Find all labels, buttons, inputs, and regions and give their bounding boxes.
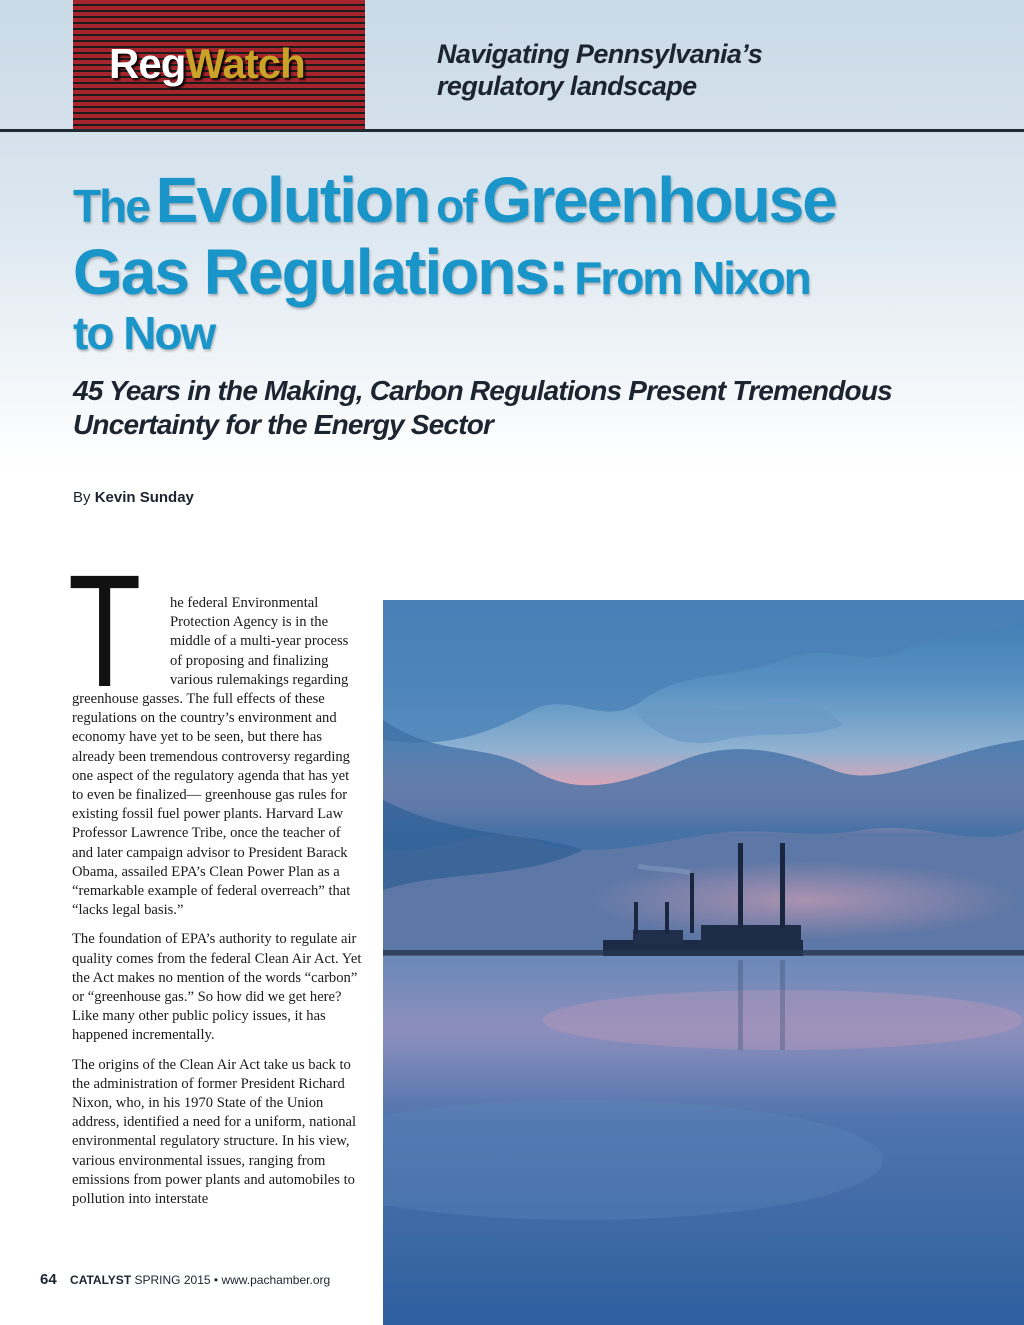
headline-line-3 <box>73 303 993 363</box>
power-plant-photo <box>383 600 1024 1325</box>
byline-prefix: By <box>73 489 91 506</box>
article-headline <box>73 165 993 363</box>
body-paragraph-3: The origins of the Clean Air Act take us back to the administration of former President Richard Nixon, who, in his 1970 State of the Union address, identified a need for a uniform, national environmental regulatory structure. In his view, various environmental issues, ranging from emissions from power plants and automobiles to pollution into interstate <box>72 1056 357 1208</box>
section-tagline <box>437 38 857 102</box>
regwatch-logo <box>73 0 365 131</box>
website-link[interactable]: www.pachamber.org <box>221 1273 331 1287</box>
headline-word-greenhouse: Greenhouse <box>482 164 836 236</box>
page-number: 64 <box>40 1271 57 1288</box>
headline-line-2 <box>73 236 993 308</box>
headline-words-from-nixon: From Nixon <box>574 252 810 304</box>
headline-word-of: of <box>436 180 476 232</box>
headline-words-gas-regulations: Gas Regulations: <box>73 236 568 308</box>
footer-bullet: • <box>213 1273 219 1287</box>
author-name: Kevin Sunday <box>94 489 194 506</box>
tagline-line-2: regulatory landscape <box>437 71 697 101</box>
paragraph-1-text: he federal Environmental Protection Agency is in the middle of a multi-year process of proposing and finalizing various rulemakings regarding greenhouse gasses. The full effects of these regulations on the country’s environment and economy have yet to be seen, but there has already been tremendous controversy regarding one aspect of the regulatory agenda that has yet to even be finalized— greenhouse gas rules for existing fossil fuel power plants. Harvard Law Professor Lawrence Tribe, once the teacher of and later campaign advisor to President Barack Obama, assailed EPA’s Clean Power Plan as a “remarkable example of federal overreach” that “lacks legal basis.” <box>72 595 351 919</box>
logo-watch-text: Watch <box>185 40 305 87</box>
logo-reg-text: Reg <box>109 40 186 87</box>
body-paragraph-2: The foundation of EPA’s authority to regulate air quality comes from the federal Clean Air Act. Yet the Act makes no mention of the words “carbon” or “greenhouse gas.” So how did we get here? Like many other public policy issues, it has happened incrementally. <box>72 931 362 1044</box>
page-footer <box>40 1271 330 1288</box>
tagline-line-1: Navigating Pennsylvania’s <box>437 39 763 69</box>
body-paragraph-1 <box>68 541 364 920</box>
headline-words-to-now: to Now <box>73 307 215 359</box>
drop-cap: T <box>68 541 142 720</box>
article-subtitle: 45 Years in the Making, Carbon Regulations Present Tremendous Uncertainty for the Energy Sector <box>73 375 892 440</box>
headline-word-evolution: Evolution <box>155 164 430 236</box>
headline-word-the: The <box>73 180 149 232</box>
magazine-name: CATALYST <box>70 1273 132 1287</box>
headline-line-1 <box>73 165 993 237</box>
header-divider <box>0 129 1024 132</box>
issue-label: SPRING 2015 <box>134 1273 211 1287</box>
byline <box>73 489 194 506</box>
article-body <box>68 541 364 1219</box>
regwatch-logo-text <box>109 40 305 88</box>
